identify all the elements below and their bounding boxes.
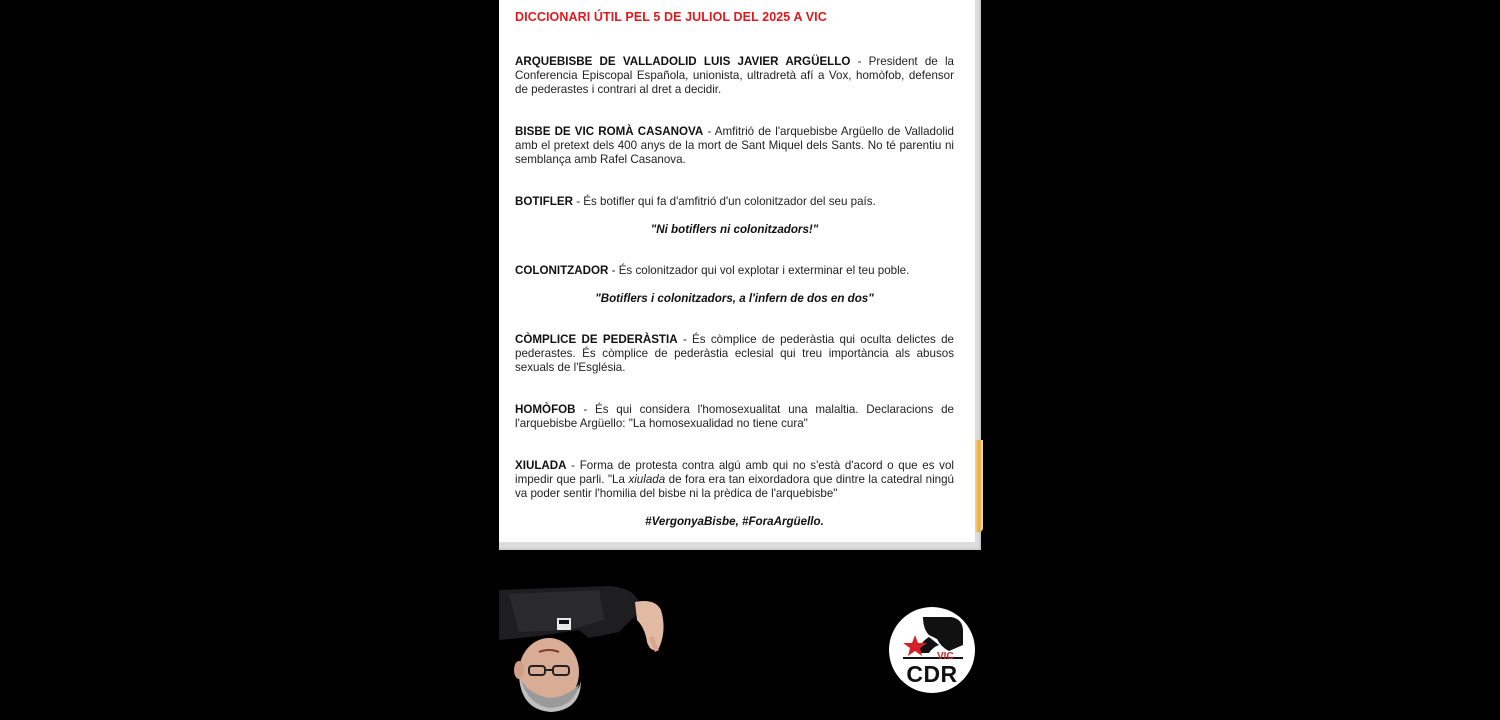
quote-colonitzadors: "Botiflers i colonitzadors, a l'infern de dos en dos"	[595, 292, 874, 305]
entry-term: HOMÒFOB	[515, 403, 576, 416]
entry-complice	[515, 333, 954, 375]
document-title: DICCIONARI ÚTIL PEL 5 DE JULIOL DEL 2025 A VIC	[515, 10, 827, 24]
entry-definition: de fora era tan eixordadora que dintre la catedral ningú va poder sentir l'homilia del bisbe ni la prèdica de l'arquebisbe"	[515, 473, 954, 500]
entry-definition: - Forma de protesta contra algú amb qui no s'està d'acord o que es vol impedir que parli. "La	[515, 459, 954, 486]
entry-definition-italic: xiulada	[628, 473, 666, 486]
entry-term: BOTIFLER	[515, 195, 573, 208]
entry-term: COLONITZADOR	[515, 264, 609, 277]
entry-arguello	[515, 55, 954, 97]
entry-definition: - És colonitzador qui vol explotar i exterminar el teu poble.	[608, 264, 910, 277]
hashtags: #VergonyaBisbe, #ForaArgüello.	[645, 515, 824, 528]
paper-edge-decoration	[975, 440, 983, 532]
logo-vic-text: VIC	[937, 651, 954, 662]
logo-cdr-text: CDR	[906, 661, 958, 687]
entry-botifler	[515, 195, 954, 209]
archbishop-photo-graphic	[499, 580, 674, 720]
entry-casanova	[515, 125, 954, 167]
entry-definition: - President de la Conferencia Episcopal Española, unionista, ultradretà afí a Vox, homòfob, defensor de pederastes i contrari al dret a decidir.	[515, 55, 954, 96]
entry-colonitzador	[515, 264, 954, 278]
entry-xiulada	[515, 459, 954, 501]
video-frame	[499, 0, 999, 720]
entry-term: CÒMPLICE DE PEDERÀSTIA	[515, 333, 678, 346]
entry-definition: - És qui considera l'homosexualitat una malaltia. Declaracions de l'arquebisbe Argüello: "La homosexualidad no tiene cura"	[515, 403, 954, 430]
upside-down-archbishop-photo	[499, 580, 674, 720]
entry-term: XIULADA	[515, 459, 567, 472]
entry-definition: - Amfitrió de l'arquebisbe Argüello de Valladolid amb el pretext dels 400 anys de la mort de Sant Miquel dels Sants. No té parentiu ni semblança amb Rafel Casanova.	[515, 125, 955, 166]
quote-botiflers: "Ni botiflers ni colonitzadors!"	[650, 223, 819, 236]
entry-definition: - És botifler qui fa d'amfitrió d'un colonitzador del seu país.	[572, 195, 876, 208]
entry-term: ARQUEBISBE DE VALLADOLID LUIS JAVIER ARGÜELLO	[515, 55, 851, 68]
entry-definition: - És còmplice de pederàstia qui oculta delictes de pederastes. És còmplice de pederàstia eclesial qui treu importància als abusos sexuals de l'Església.	[515, 333, 955, 374]
entry-term: BISBE DE VIC ROMÀ CASANOVA	[515, 125, 704, 138]
cdr-vic-logo	[889, 607, 975, 693]
entry-homofob	[515, 403, 954, 431]
dictionary-sheet	[499, 0, 975, 542]
